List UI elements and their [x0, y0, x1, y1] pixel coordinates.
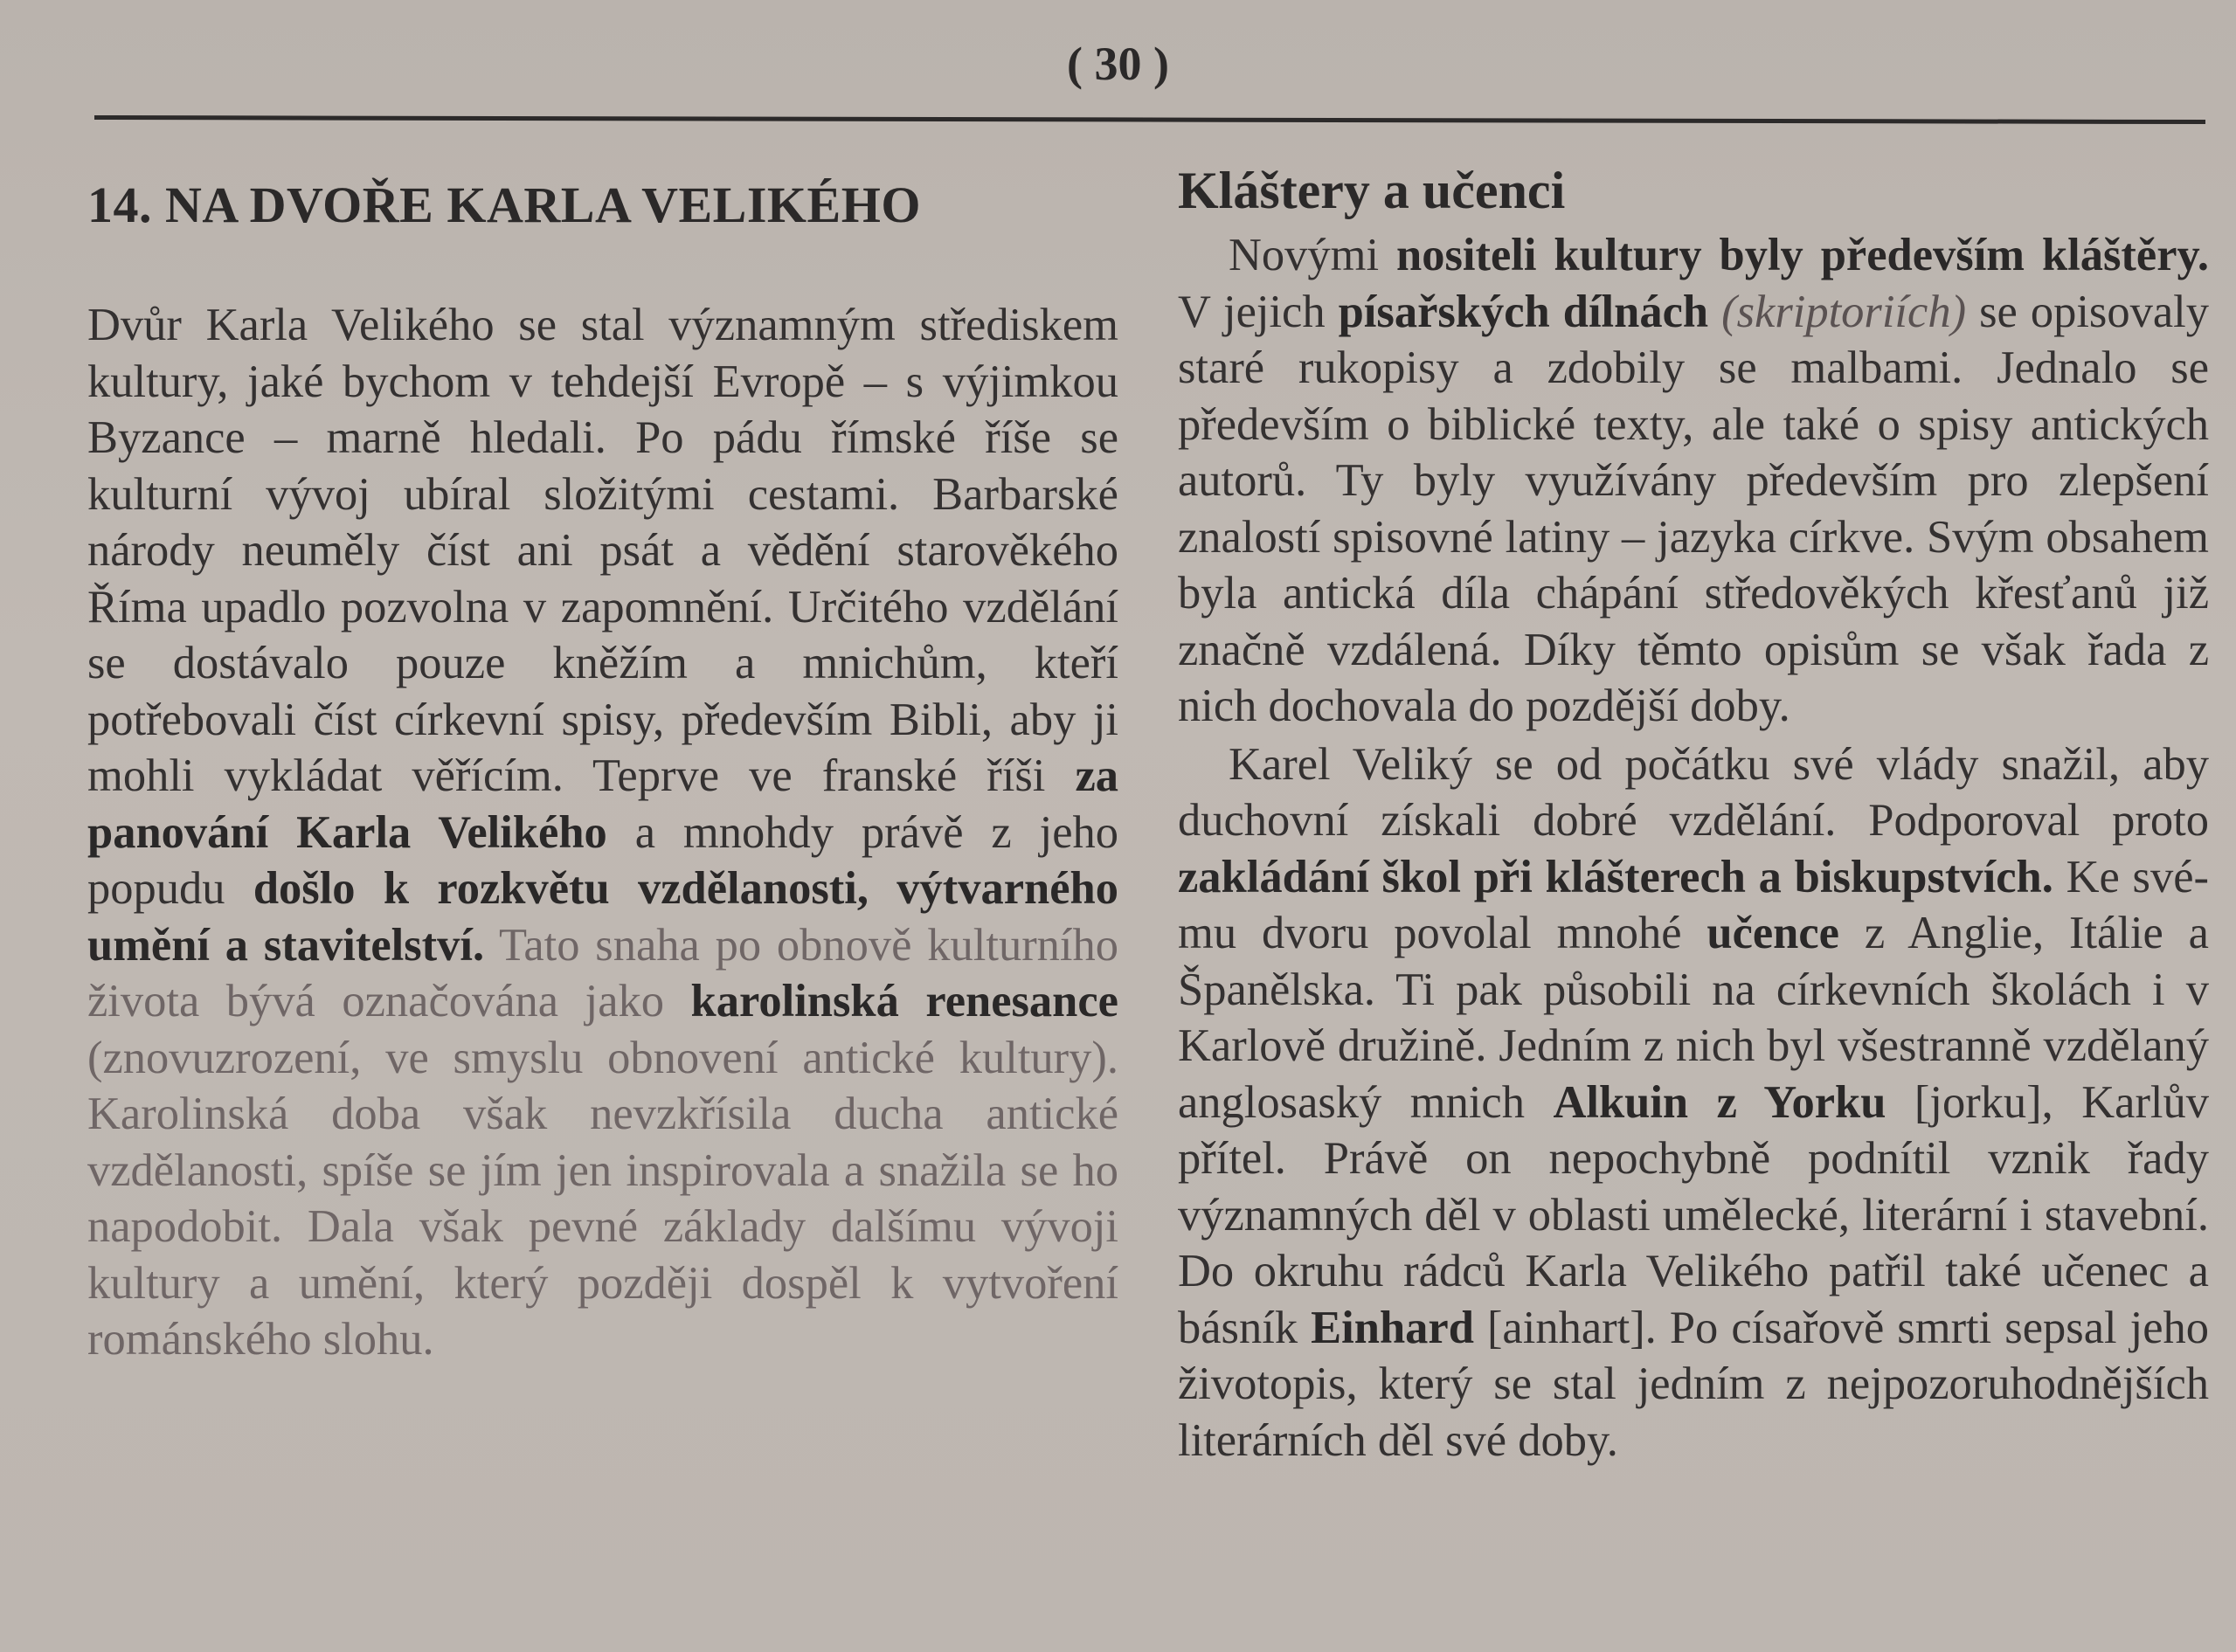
bold-term: karolinská renesance [690, 976, 1118, 1026]
bold-term: za panování Karla Velikého [87, 750, 1119, 858]
text-run: Novými [1229, 230, 1380, 280]
text-run: Tato snaha po obnově kulturního života bývá označována jako [87, 919, 1119, 1026]
chapter-title: 14. NA DVOŘE KARLA VELIKÉHO [87, 176, 921, 233]
bold-term: učence [1706, 908, 1839, 958]
section-title: Kláštery a učenci [1178, 162, 1566, 219]
bold-term: písařských dílnách [1338, 286, 1709, 337]
page-number: ( 30 ) [1067, 38, 1169, 90]
text-run: Karel Veliký se od počátku své vlády snažil, aby duchovní získali dobré vzdělání. Podporoval proto [1178, 738, 2209, 846]
bold-term: Einhard [1311, 1302, 1474, 1353]
text-run: Dvůr Karla Velikého se stal významným střediskem kultury, jaké bychom v tehdejší Evropě – s výjimkou Byzance – marně hledali. Po pádu římské říše se kulturní vývoj ubíral složitými cestami. Barbarské národy neuměly číst ani psát a vědění starověkého Říma upadlo pozvolna v zapomnění. Určitého vzdělání se dostávalo pouze kněžím a mnichům, kteří potřebovali číst církevní spisy, především Bibli, aby ji mohli vykládat věřícím. Teprve ve franské říši [87, 300, 1118, 801]
bold-term: zakládání škol při klášterech a biskupstvích. [1178, 851, 2053, 902]
text-run: V jejich [1178, 286, 1326, 337]
text-run: Ke svému dvoru povolal mnohé [1178, 851, 2210, 958]
text-run: [ainhart]. Po císařově smrti sepsal jeho životopis, který se stal jedním z nejpozoruhodnějších literárních děl své doby. [1178, 1302, 2210, 1466]
text-run: a mnohdy právě z jeho popudu [87, 806, 1118, 914]
text-run: [jorku], Karlův přítel. Právě on nepochybně podnítil vznik řady významných děl v oblasti umělecké, literární i stavební. Do okruhu rádců Karla Velikého patřil také učenec a básník [1178, 1076, 2210, 1353]
left-paragraph [87, 297, 1118, 1368]
bold-term: došlo k rozkvětu vzdělanosti, výtvarného umění a stavitelství. [87, 863, 1118, 971]
text-run: se opisovaly staré rukopisy a zdobily se malbami. Jednalo se především o biblické texty, ale také o spisy antických autorů. Ty byly využívány především pro zlepšení znalostí spisovné latiny – jazyka církve. Svým obsahem byla antická díla chápání středověkých křesťanů již značně vzdálená. Díky těmto opisům se však řada z nich dochovala do pozdější doby. [1178, 286, 2209, 731]
text-run: z Anglie, Itálie a Španělska. Ti pak působili na církevních školách i v Karlově družině. Jedním z nich byl všestranně vzdělaný anglosaský mnich [1178, 908, 2209, 1128]
right-paragraph-2 [1178, 736, 2209, 1469]
bold-term: nositeli kultury byly především kláštěry. [1396, 230, 2209, 280]
left-column [87, 175, 1118, 1368]
header-rule [94, 115, 2205, 124]
right-column [1178, 159, 2209, 1469]
text-run: (znovuzrození, ve smyslu obnovení antické kultury). Karolinská doba však nevzkřísila ducha antické vzdělanosti, spíše se jím jen inspirovala a snažila se ho napodobit. Dala však pevné základy dalšímu vývoji kultury a umění, který později dospěl k vytvoření románského slohu. [87, 1032, 1118, 1365]
right-paragraph-1 [1178, 227, 2209, 735]
bold-term: Alkuin z Yorku [1553, 1076, 1886, 1128]
italic-term: (skriptoriích) [1721, 286, 1967, 337]
